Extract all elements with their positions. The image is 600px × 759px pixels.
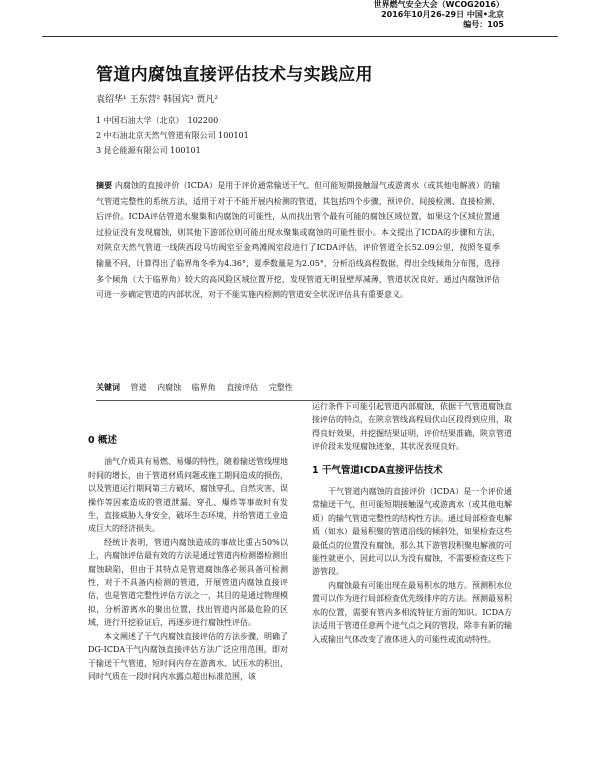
left-column: [88, 400, 288, 683]
affiliation-1: 1 中国石油大学（北京） 102200: [96, 116, 219, 125]
paper-title: 管道内腐蚀直接评估技术与实践应用: [96, 65, 373, 85]
keywords-label: 关键词: [96, 383, 120, 392]
affiliations: [96, 113, 249, 158]
abstract-label: 摘要: [96, 181, 113, 190]
affiliation-2: 2 中石油北京天然气管道有限公司 100101: [96, 131, 249, 140]
header-divider: [42, 36, 558, 37]
conference-header: [294, 0, 504, 30]
body-paragraph: 内腐蚀最有可能出现在最易积水的地方。预测积水位置可以作为进行局部检查优先级排序的方法。预测最易积水的位置，需要有管内多相流特征方面的知识。ICDA方法适用于管道任意两个进气点之间的管段，除非有新的输入或输出气体改变了液体进入的可能性或流动特性。: [312, 580, 512, 644]
body-paragraph-continued: 运行条件下可能引起管道内部腐蚀，依据干气管道腐蚀直接评估的特点，在陕京管线高程局伏山区段得到应用，取得良好效果，并挖掘结果证明，评价结果准确，陕京管道评价段未发现腐蚀迹象，其状况表现良好。: [312, 402, 512, 452]
paper-number: 编号：105: [463, 20, 504, 29]
keyword-item: 临界角: [191, 383, 216, 392]
section-heading-overview: 0 概述: [88, 435, 117, 446]
right-column: [312, 400, 512, 646]
keyword-item: 内腐蚀: [157, 383, 182, 392]
conference-date-place: 2016年10月26-29日 中国•北京: [381, 10, 504, 19]
keyword-item: 完整性: [268, 383, 293, 392]
body-paragraph: 油气介质具有易燃、易爆的特性，随着输送管线埋地时间的增长，由于管道材质问题或施工期间造成的损伤，以及管道运行期间第三方破坏、腐蚀穿孔、自然灾害、误操作等因素造成的管道泄漏、穿孔、爆炸等事故时有发生，直接威胁人身安全，破坏生态环境，并给管道工业造成巨大的经济损失。: [88, 457, 288, 534]
conference-name: 世界燃气安全大会（WCOG2016）: [373, 0, 504, 9]
section-heading-icda: 1 干气管道ICDA直接评估技术: [312, 464, 443, 476]
body-paragraph: 本文阐述了干气内腐蚀直接评估的方法步骤，明确了DG-ICDA干气内腐蚀直接评估方法广泛应用范围，即对于输送干气管道，短时间内存在游离水、试压水的积出，同时气质在一段时间内水露点超出标准范围，该: [88, 631, 288, 681]
keyword-item: 直接评估: [226, 383, 259, 392]
abstract: [96, 178, 500, 303]
abstract-text: 内腐蚀的直接评价（ICDA）是用于评价通常输送干气、但可能短期接触湿气或游离水（或其他电解液）的输气管道完整性的系统方法，适用于对于不能开展内检测的管道，其包括四个步骤，预评价、间接检测、直接检测、后评价。ICDA评估管道水聚集和内腐蚀的可能性，从而找出管个最有可能的腐蚀区域位置，如果这个区域位置通过验证没有发现腐蚀，则其他下游部位则可能出现水聚集或腐蚀的可能性很小。本文提出了ICDA的步骤和方法，对陕京天然气管道一线陕西段马坊阀室至金鸡滩阀室段进行了ICDA评估，评价管道全长52.09公里，按照冬夏季输量不同，计算得出了临界角冬季为4.36°，夏季数量是为2.05°，分析沿线高程数据，得出全线倾角分布图，选择多个倾角（大于临界角）较大的高风险区域位置开挖，发现管道无明显壁厚减薄，管道状况良好。通过内腐蚀评估可进一步确定管道的内部状况，对于不能实施内检测的管道安全状况评估具有重要意义。: [96, 181, 501, 300]
body-paragraph: 经统计表明，管道内腐蚀造成的事故比重占50%以上，内腐蚀评估最有效的方法是通过管道内检测器检测出腐蚀缺陷，但由于其特点是管道腐蚀落必须具备可检测性，对于不具备内检测的管道，开展管道内腐蚀直接评估，也是管道完整性评估方法之一，其目的是通过物理模拟，分析游离水的聚出位置，找出管道内部最危险的区域，进行开挖验证后，再逐步进行腐蚀性评估。: [88, 537, 288, 628]
affiliation-3: 3 昆仑能源有限公司 100101: [96, 146, 201, 155]
keywords: [96, 382, 293, 393]
keyword-item: 管道: [130, 383, 147, 392]
body-paragraph: 干气管道内腐蚀的直接评价（ICDA）是一个评价通常输送干气、但可能短期接触湿气或游离水（或其他电解质）的输气管道完整性的结构性方法。通过局部检查电解质（如水）最易积聚的管道沿线的倾斜处，如果检查这些最低点的位置没有腐蚀，那么其下游管段积聚电解液的可能性就更小，因此可以认为没有腐蚀，不需要检查这些下游管段。: [312, 487, 512, 577]
author-list: 袁绍华¹ 王东营² 韩国宾³ 贾凡²: [96, 95, 219, 105]
